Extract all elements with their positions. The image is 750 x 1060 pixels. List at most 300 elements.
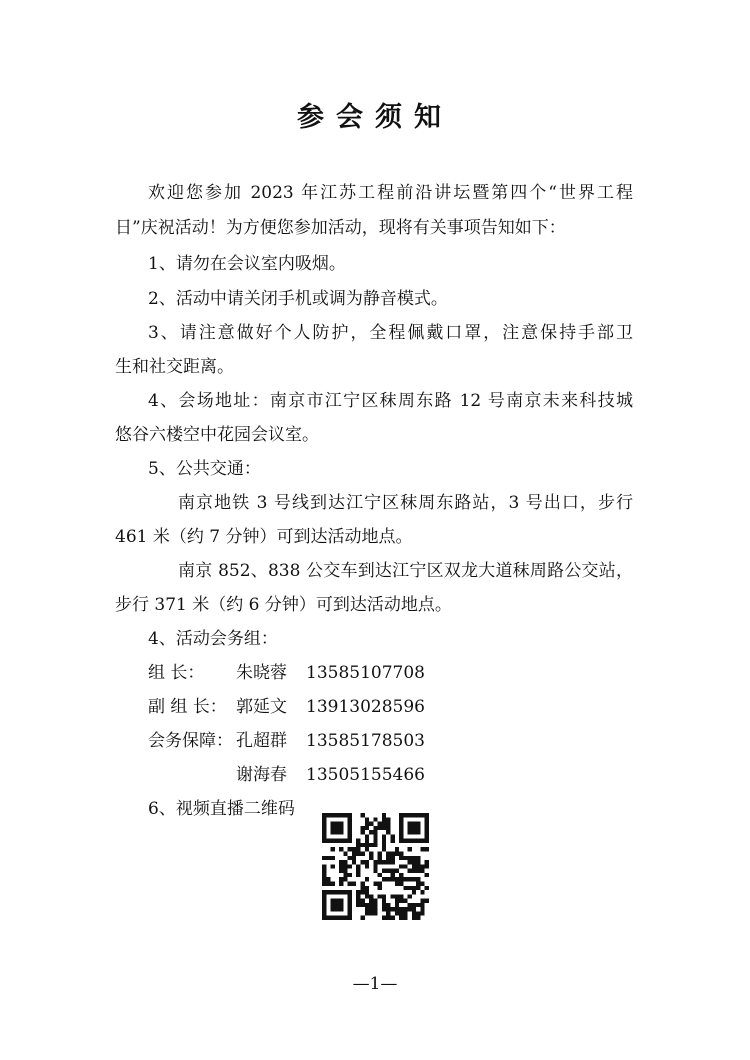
qr-module [352,860,356,864]
qr-module [335,890,339,894]
qr-module [348,911,352,915]
qr-module [339,877,343,881]
qr-module [416,886,420,890]
qr-module [425,826,429,830]
qr-module [390,907,394,911]
qr-module [365,894,369,898]
qr-module [378,856,382,860]
qr-module [322,817,326,821]
qr-module [425,830,429,834]
notice-item-4-line-1: 4、会场地址：南京市江宁区秣周东路 12 号南京未来科技城 [148,391,633,411]
qr-module [412,911,416,915]
qr-module [348,830,352,834]
qr-module [369,822,373,826]
qr-module [403,864,407,868]
notice-item-4-line-2: 悠谷六楼空中花园会议室。 [115,425,319,445]
qr-module [382,839,386,843]
contact-name: 朱晓蓉 [236,663,287,683]
qr-module [339,813,343,817]
qr-module [331,830,335,834]
qr-module [326,856,330,860]
qr-module [403,813,407,817]
qr-module [331,847,335,851]
qr-module [408,813,412,817]
qr-module [365,903,369,907]
qr-module [331,903,335,907]
qr-module [352,881,356,885]
qr-code[interactable] [322,813,429,920]
qr-module [348,864,352,868]
qr-module [361,860,365,864]
qr-module [386,911,390,915]
qr-module [403,911,407,915]
qr-module [412,822,416,826]
qr-module [335,903,339,907]
qr-module [416,881,420,885]
qr-module [386,856,390,860]
qr-module [361,886,365,890]
qr-module [416,830,420,834]
qr-module [425,822,429,826]
qr-module [339,830,343,834]
qr-module [399,813,403,817]
notice-item-7: 6、视频直播二维码 [148,799,295,819]
qr-module [378,886,382,890]
qr-module [361,881,365,885]
qr-module [343,873,347,877]
qr-module [390,873,394,877]
qr-module [361,830,365,834]
qr-module [356,890,360,894]
notice-item-6-heading: 4、活动会务组： [148,629,278,649]
qr-module [420,847,424,851]
qr-module [399,856,403,860]
qr-module [416,877,420,881]
qr-module [395,903,399,907]
qr-module [382,834,386,838]
qr-module [339,890,343,894]
qr-module [373,839,377,843]
qr-module [352,856,356,860]
qr-module [408,894,412,898]
qr-module [343,890,347,894]
qr-module [399,839,403,843]
qr-module [343,860,347,864]
qr-module [365,877,369,881]
qr-module [408,856,412,860]
qr-module [331,890,335,894]
qr-module [399,830,403,834]
qr-module [356,894,360,898]
qr-module [395,881,399,885]
qr-module [412,890,416,894]
qr-module [412,907,416,911]
qr-module [343,813,347,817]
page-number: —1— [352,974,398,994]
qr-module [416,822,420,826]
qr-module [322,916,326,920]
qr-module [382,903,386,907]
contact-phone: 13585107708 [306,663,425,683]
qr-module [403,839,407,843]
qr-module [425,847,429,851]
qr-module [361,903,365,907]
qr-module [322,881,326,885]
qr-module [335,916,339,920]
qr-module [416,869,420,873]
qr-module [369,903,373,907]
notice-item-3-line-1: 3、请注意做好个人防护，全程佩戴口罩，注意保持手部卫 [148,323,633,343]
qr-module [416,839,420,843]
qr-module [365,834,369,838]
qr-module [339,881,343,885]
qr-module [369,907,373,911]
contact-phone: 13585178503 [306,731,425,751]
qr-module [425,860,429,864]
qr-module [399,894,403,898]
qr-module [399,822,403,826]
qr-module [386,830,390,834]
qr-module [326,890,330,894]
qr-module [343,839,347,843]
qr-module [390,852,394,856]
qr-module [339,869,343,873]
qr-module [331,813,335,817]
qr-module [331,839,335,843]
qr-module [420,813,424,817]
qr-module [348,856,352,860]
qr-module [373,869,377,873]
qr-module [378,881,382,885]
qr-module [412,830,416,834]
qr-module [348,826,352,830]
qr-module [348,899,352,903]
qr-module [412,886,416,890]
qr-module [420,869,424,873]
qr-module [416,864,420,868]
qr-module [386,916,390,920]
qr-module [390,856,394,860]
qr-module [322,890,326,894]
qr-module [326,839,330,843]
qr-module [348,834,352,838]
qr-module [322,839,326,843]
contact-role: 副 组 长： [148,697,227,717]
qr-module [408,830,412,834]
qr-module [425,834,429,838]
qr-module [420,911,424,915]
qr-module [386,860,390,864]
qr-module [408,886,412,890]
transit-2-line-2: 步行 371 米（约 6 分钟）可到达活动地点。 [115,595,452,615]
qr-module [425,873,429,877]
qr-module [369,843,373,847]
qr-module [365,864,369,868]
qr-module [322,830,326,834]
qr-module [403,877,407,881]
qr-module [322,903,326,907]
qr-module [331,916,335,920]
qr-module [408,826,412,830]
qr-module [408,869,412,873]
qr-module [408,903,412,907]
qr-module [373,826,377,830]
qr-module [348,839,352,843]
qr-module [365,822,369,826]
intro-line-2: 日”庆祝活动！为方便您参加活动，现将有关事项告知如下： [115,218,566,238]
qr-module [369,852,373,856]
qr-module [382,843,386,847]
qr-module [373,834,377,838]
qr-module [386,869,390,873]
qr-module [369,856,373,860]
qr-module [390,839,394,843]
qr-module [348,873,352,877]
qr-module [412,826,416,830]
qr-module [386,826,390,830]
qr-module [378,894,382,898]
qr-module [322,911,326,915]
qr-module [403,899,407,903]
qr-module [373,881,377,885]
qr-module [425,899,429,903]
qr-module [408,822,412,826]
qr-module [373,911,377,915]
qr-module [335,813,339,817]
notice-item-5: 5、公共交通： [148,459,261,479]
qr-module [378,822,382,826]
qr-module [408,877,412,881]
qr-module [408,860,412,864]
qr-module [365,907,369,911]
qr-module [373,864,377,868]
qr-module [395,877,399,881]
qr-module [356,873,360,877]
qr-module [373,899,377,903]
qr-module [339,899,343,903]
qr-module [420,890,424,894]
qr-module [326,813,330,817]
qr-module [365,817,369,821]
qr-module [352,847,356,851]
qr-module [386,822,390,826]
qr-module [399,899,403,903]
qr-module [335,826,339,830]
qr-module [322,856,326,860]
qr-module [399,907,403,911]
qr-module [395,852,399,856]
qr-module [356,839,360,843]
qr-module [399,873,403,877]
qr-module [326,916,330,920]
qr-module [343,869,347,873]
qr-module [339,864,343,868]
qr-module [331,856,335,860]
qr-module [412,813,416,817]
qr-module [373,860,377,864]
qr-module [399,826,403,830]
qr-module [425,864,429,868]
qr-module [356,843,360,847]
qr-module [373,903,377,907]
qr-module [339,907,343,911]
qr-module [331,822,335,826]
qr-module [322,894,326,898]
qr-module [352,852,356,856]
qr-module [339,826,343,830]
qr-module [425,817,429,821]
qr-module [416,826,420,830]
qr-module [390,869,394,873]
qr-module [420,903,424,907]
qr-module [365,886,369,890]
qr-module [416,860,420,864]
qr-module [335,907,339,911]
qr-module [348,881,352,885]
qr-module [399,881,403,885]
qr-module [331,899,335,903]
qr-module [425,839,429,843]
qr-module [361,826,365,830]
qr-module [322,907,326,911]
notice-item-2: 2、活动中请关闭手机或调为静音模式。 [148,289,448,309]
qr-module [403,886,407,890]
qr-module [382,916,386,920]
qr-module [416,911,420,915]
qr-module [331,907,335,911]
qr-module [420,907,424,911]
qr-module [399,817,403,821]
qr-module [339,839,343,843]
qr-module [339,847,343,851]
qr-module [365,911,369,915]
qr-module [343,852,347,856]
qr-module [365,826,369,830]
qr-module [373,830,377,834]
qr-module [361,899,365,903]
qr-module [348,822,352,826]
qr-module [416,813,420,817]
qr-module [386,877,390,881]
qr-module [348,817,352,821]
qr-module [382,877,386,881]
qr-module [356,864,360,868]
qr-module [412,869,416,873]
qr-module [369,830,373,834]
qr-module [339,916,343,920]
qr-module [399,911,403,915]
qr-module [378,826,382,830]
qr-module [361,852,365,856]
qr-module [420,864,424,868]
qr-module [382,826,386,830]
qr-module [382,907,386,911]
qr-module [365,847,369,851]
qr-module [322,864,326,868]
notice-item-3-line-2: 生和社交距离。 [115,357,234,377]
qr-module [335,839,339,843]
qr-module [382,822,386,826]
qr-module [408,847,412,851]
qr-module [343,916,347,920]
qr-module [361,916,365,920]
qr-module [395,847,399,851]
qr-module [348,890,352,894]
qr-module [322,899,326,903]
transit-2-line-1: 南京 852、838 公交车到达江宁区双龙大道秣周路公交站， [178,561,633,581]
qr-module [403,907,407,911]
qr-module [412,864,416,868]
qr-module [412,839,416,843]
qr-module [382,847,386,851]
qr-module [390,894,394,898]
qr-module [378,873,382,877]
qr-module [386,817,390,821]
qr-module [395,894,399,898]
qr-module [348,916,352,920]
qr-module [395,911,399,915]
qr-module [412,916,416,920]
qr-module [369,894,373,898]
qr-module [399,864,403,868]
qr-module [412,860,416,864]
qr-module [339,822,343,826]
qr-module [356,903,360,907]
qr-module [339,860,343,864]
qr-module [403,856,407,860]
qr-module [356,847,360,851]
qr-module [378,852,382,856]
qr-module [369,899,373,903]
qr-module [322,826,326,830]
qr-module [420,839,424,843]
qr-module [365,860,369,864]
qr-module [390,834,394,838]
qr-module [403,916,407,920]
qr-module [348,903,352,907]
qr-module [382,817,386,821]
qr-module [335,830,339,834]
qr-module [390,860,394,864]
qr-module [348,813,352,817]
qr-module [390,877,394,881]
contact-phone: 13505155466 [306,765,425,785]
qr-module [386,852,390,856]
contact-role: 会务保障： [148,731,233,751]
qr-module [382,860,386,864]
qr-module [348,894,352,898]
qr-module [382,813,386,817]
contact-phone: 13913028596 [306,697,425,717]
qr-module [322,822,326,826]
contact-name: 郭延文 [236,697,287,717]
qr-module [361,813,365,817]
qr-module [425,886,429,890]
qr-module [322,873,326,877]
qr-module [373,907,377,911]
qr-module [420,899,424,903]
contact-role: 组 长： [148,663,205,683]
qr-module [326,877,330,881]
qr-module [322,877,326,881]
qr-module [369,911,373,915]
qr-module [420,881,424,885]
qr-module [390,916,394,920]
qr-module [339,903,343,907]
qr-module [416,856,420,860]
qr-module [356,869,360,873]
qr-module [373,843,377,847]
